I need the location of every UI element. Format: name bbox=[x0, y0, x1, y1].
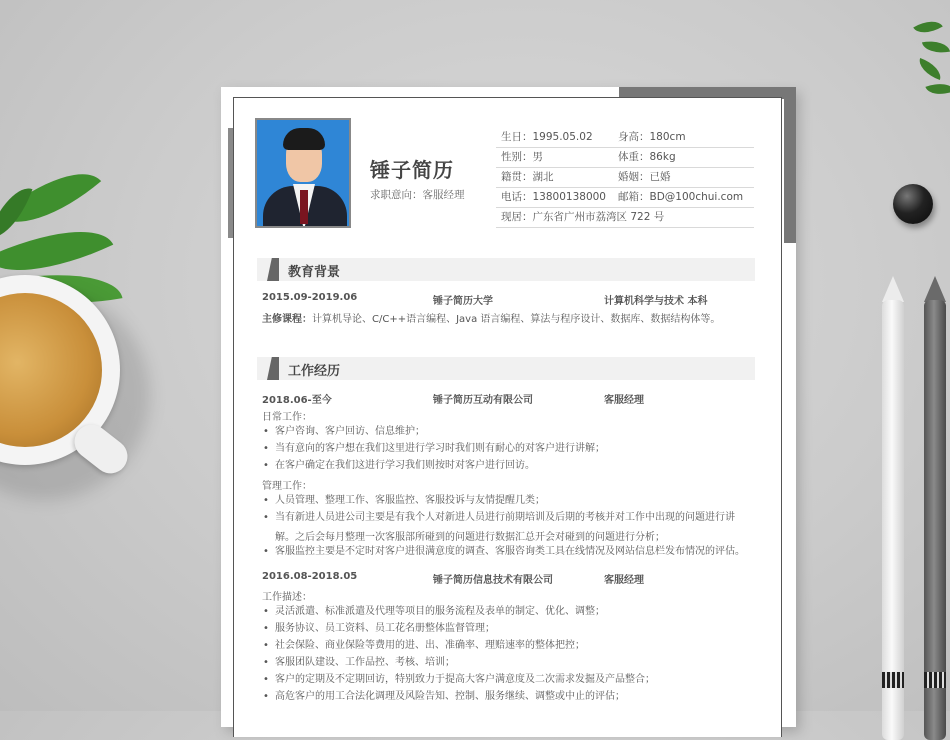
job-role: 客服经理 bbox=[604, 575, 644, 586]
personal-info-table bbox=[496, 128, 754, 228]
job-row bbox=[262, 391, 644, 406]
info-email: 邮箱：BD@100chui.com bbox=[618, 191, 744, 203]
section-header-education bbox=[257, 258, 755, 281]
pen-band bbox=[924, 672, 946, 688]
job-period: 2018.06-至今 bbox=[262, 395, 332, 406]
list-item: • 当有新进人员进公司主要是有我个人对新进人员进行前期培训及后期的考核并对工作中出现的问题进行讲 bbox=[262, 509, 756, 526]
list-item: • 服务协议、员工资料、员工花名册整体监督管理； bbox=[262, 620, 756, 637]
education-period: 2015.09-2019.06 bbox=[262, 292, 358, 303]
list-item: • 社会保险、商业保险等费用的进、出、准确率、理赔速率的整体把控； bbox=[262, 637, 756, 654]
education-row bbox=[262, 292, 708, 307]
black-ball-decoration bbox=[893, 184, 933, 224]
profile-photo bbox=[255, 118, 351, 228]
courses-label: 主修课程： bbox=[262, 314, 312, 325]
education-school: 锤子简历大学 bbox=[433, 296, 493, 307]
info-row bbox=[496, 188, 754, 208]
list-item: • 客户的定期及不定期回访，特别致力于提高大客户满意度及二次需求发掘及产品整合； bbox=[262, 671, 756, 688]
list-item: • 高危客户的用工合法化调理及风险告知、控制、服务继续、调整或中止的评估； bbox=[262, 688, 756, 705]
section-marker-icon bbox=[267, 258, 279, 281]
job-company: 锤子简历信息技术有限公司 bbox=[433, 575, 553, 586]
daily-label: 日常工作： bbox=[262, 412, 312, 423]
mgmt-label: 管理工作： bbox=[262, 481, 312, 492]
list-item: • 客户咨询、客户回访、信息维护； bbox=[262, 423, 756, 440]
list-item: • 客服监控主要是不定时对客户进很满意度的调查、客服咨询类工具在线情况及网站信息栏发布情况的评估。 bbox=[262, 543, 756, 560]
grey-pen-tip bbox=[924, 276, 946, 302]
info-address: 现居：广东省广州市荔湾区 722 号 bbox=[501, 211, 665, 223]
info-row bbox=[496, 208, 754, 228]
section-title: 工作经历 bbox=[288, 364, 341, 379]
courses-text: 计算机导论、C/C++语言编程、Java 语言编程、算法与程序设计、数据库、数据结构体等。 bbox=[312, 314, 721, 325]
list-item: • 人员管理、整理工作、客服监控、客服投诉与友情提醒几类； bbox=[262, 492, 756, 509]
info-origin: 籍贯：湖北 bbox=[501, 171, 554, 183]
list-item: • 灵活派遣、标准派遣及代理等项目的服务流程及表单的制定、优化、调整； bbox=[262, 603, 756, 620]
accent-bar-right bbox=[784, 87, 796, 243]
info-birth: 生日：1995.05.02 bbox=[501, 131, 593, 143]
education-major: 计算机科学与技术 本科 bbox=[604, 296, 708, 307]
section-header-work bbox=[257, 357, 755, 380]
info-height: 身高：180cm bbox=[618, 131, 686, 143]
job-intent: 求职意向：客服经理 bbox=[370, 189, 465, 201]
info-row bbox=[496, 168, 754, 188]
list-item-continued: 解。之后会每月整理一次客服部所碰到的问题进行数据汇总开会对碰到的问题进行分析； bbox=[275, 532, 665, 543]
section-marker-icon bbox=[267, 357, 279, 380]
plant-decoration bbox=[915, 10, 950, 110]
pen-band bbox=[882, 672, 904, 688]
job-role: 客服经理 bbox=[604, 395, 644, 406]
info-marital: 婚姻：已婚 bbox=[618, 171, 671, 183]
resume-name: 锤子简历 bbox=[370, 158, 454, 182]
info-phone: 电话：13800138000 bbox=[501, 191, 606, 203]
desc-label: 工作描述： bbox=[262, 592, 312, 603]
info-gender: 性别：男 bbox=[501, 151, 543, 163]
info-row bbox=[496, 148, 754, 168]
info-weight: 体重：86kg bbox=[618, 151, 676, 163]
job-row bbox=[262, 571, 644, 586]
job-company: 锤子简历互动有限公司 bbox=[433, 395, 533, 406]
list-item: • 当有意向的客户想在我们这里进行学习时我们则有耐心的对客户进行讲解； bbox=[262, 440, 756, 457]
list-item: • 客服团队建设、工作品控、考核、培训； bbox=[262, 654, 756, 671]
job-period: 2016.08-2018.05 bbox=[262, 571, 358, 582]
section-title: 教育背景 bbox=[288, 265, 341, 280]
list-item: • 在客户确定在我们这进行学习我们则按时对客户进行回访。 bbox=[262, 457, 756, 474]
education-courses bbox=[262, 310, 720, 325]
white-pen-tip bbox=[882, 276, 904, 302]
info-row bbox=[496, 128, 754, 148]
